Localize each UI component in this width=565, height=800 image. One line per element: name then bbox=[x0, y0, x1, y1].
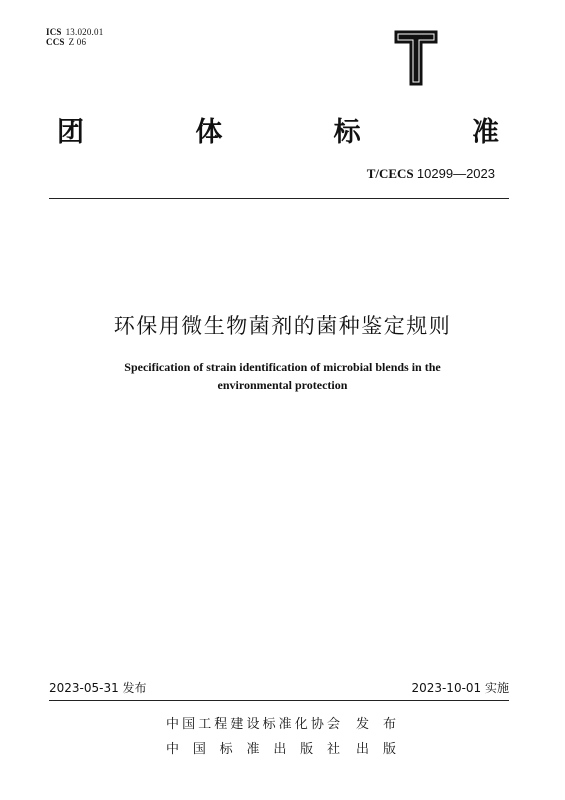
publisher-name-char: 准 bbox=[246, 742, 260, 757]
publisher-name-char: 中 bbox=[166, 742, 180, 757]
publisher-name-char: 工 bbox=[198, 717, 212, 732]
publisher-row bbox=[166, 713, 406, 732]
publisher-name-char: 国 bbox=[192, 742, 206, 757]
t-standard-mark-logo bbox=[394, 30, 438, 86]
publisher-name-char: 协 bbox=[310, 717, 324, 732]
standard-type-heading bbox=[57, 110, 499, 149]
title-english-line: environmental protection bbox=[217, 378, 348, 392]
ics-code: 13.020.01 bbox=[65, 27, 104, 37]
bottom-divider bbox=[49, 700, 509, 701]
publisher-role-char: 出 bbox=[356, 742, 370, 757]
standard-code-prefix: T/CECS bbox=[366, 166, 414, 181]
publisher-name bbox=[166, 738, 340, 757]
publisher-name-char: 国 bbox=[182, 717, 196, 732]
publisher-name-char: 程 bbox=[214, 717, 228, 732]
standard-code bbox=[367, 166, 495, 182]
publisher-name-char: 会 bbox=[326, 717, 340, 732]
publisher-name-char: 化 bbox=[294, 717, 308, 732]
top-divider bbox=[49, 198, 509, 199]
ics-classification bbox=[46, 27, 103, 37]
publisher-role-char: 发 bbox=[356, 717, 370, 732]
standard-type-char: 准 bbox=[471, 117, 499, 148]
standard-type-char: 标 bbox=[333, 117, 361, 148]
publisher-role-char: 版 bbox=[382, 742, 396, 757]
standard-type-char: 团 bbox=[57, 117, 84, 148]
publisher-name-char: 准 bbox=[278, 717, 292, 732]
ccs-label: CCS bbox=[46, 37, 65, 47]
publisher-name-char: 版 bbox=[300, 742, 314, 757]
publisher-role bbox=[356, 738, 396, 757]
publisher-role bbox=[356, 713, 396, 732]
ics-label: ICS bbox=[46, 27, 62, 37]
title-english-line: Specification of strain identification of microbial blends in the bbox=[124, 360, 441, 374]
issue-date: 2023-05-31 发布 bbox=[49, 681, 147, 695]
publisher-name-char: 标 bbox=[262, 717, 276, 732]
ccs-classification bbox=[46, 37, 86, 47]
publisher-name-char: 社 bbox=[326, 742, 340, 757]
publisher-role-char: 布 bbox=[382, 717, 396, 732]
standard-type-char: 体 bbox=[195, 117, 223, 148]
publisher-name-char: 中 bbox=[166, 717, 180, 732]
publisher-name-char: 设 bbox=[246, 717, 260, 732]
publisher-name-char: 出 bbox=[273, 742, 287, 757]
publisher-name-char: 建 bbox=[230, 717, 244, 732]
title-english bbox=[0, 358, 565, 394]
ccs-code: Z 06 bbox=[68, 37, 87, 47]
publisher-row bbox=[166, 738, 406, 757]
implementation-date: 2023-10-01 实施 bbox=[411, 681, 509, 695]
publisher-name-char: 标 bbox=[219, 742, 233, 757]
standard-code-number: 10299—2023 bbox=[416, 166, 495, 181]
publisher-name bbox=[166, 713, 340, 732]
title-chinese: 环保用微生物菌剂的菌种鉴定规则 bbox=[113, 314, 452, 338]
